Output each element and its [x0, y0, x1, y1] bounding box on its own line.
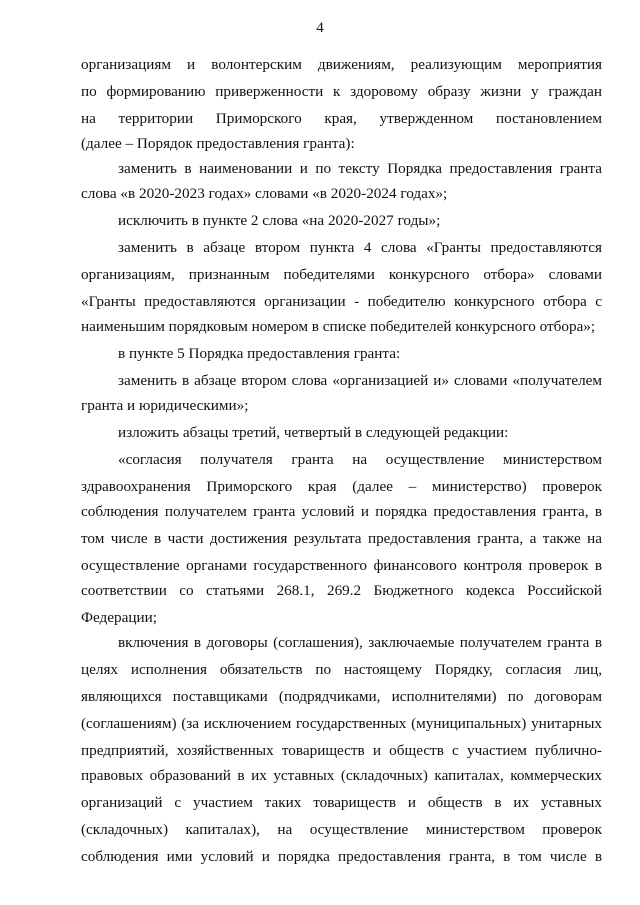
text-line: заменить в наименовании и по тексту Порядка предоставления гранта: [118, 160, 602, 177]
text-line: «Гранты предоставляются организации - победителю конкурсного отбора с: [81, 293, 602, 310]
text-line: предприятий, хозяйственных товариществ и обществ с участием публично-: [81, 742, 602, 759]
text-line: исключить в пункте 2 слова «на 2020-2027 годы»;: [118, 212, 441, 229]
text-line: заменить в абзаце втором слова «организацией и» словами «получателем: [118, 372, 602, 389]
text-line: являющихся поставщиками (подрядчиками, исполнителями) по договорам: [81, 688, 602, 705]
text-line: здравоохранения Приморского края (далее – министерство) проверок: [81, 478, 602, 495]
text-line: (соглашениям) (за исключением государственных (муниципальных) унитарных: [81, 715, 602, 732]
text-line: целях исполнения обязательств по настоящему Порядку, согласия лиц,: [81, 661, 602, 678]
text-line: в пункте 5 Порядка предоставления гранта:: [118, 345, 401, 362]
text-line: том числе в части достижения результата предоставления гранта, а также на: [81, 530, 602, 547]
text-line: заменить в абзаце втором пункта 4 слова «Гранты предоставляются: [118, 239, 602, 256]
text-line: организаций с участием таких товариществ и обществ в их уставных: [81, 794, 602, 811]
text-line: (складочных) капиталах), на осуществление министерством проверок: [81, 821, 602, 838]
page-number: 4: [316, 20, 324, 36]
text-line: слова «в 2020-2023 годах» словами «в 2020-2024 годах»;: [81, 185, 448, 202]
text-line: гранта и юридическими»;: [81, 397, 249, 414]
text-line: изложить абзацы третий, четвертый в следующей редакции:: [118, 424, 509, 441]
text-line: (далее – Порядок предоставления гранта):: [81, 135, 355, 152]
text-line: на территории Приморского края, утвержденном постановлением: [81, 110, 602, 127]
text-line: наименьшим порядковым номером в списке победителей конкурсного отбора»;: [81, 318, 596, 335]
text-line: соответствии со статьями 268.1, 269.2 Бюджетного кодекса Российской: [81, 582, 602, 599]
text-line: правовых образований в их уставных (складочных) капиталах, коммерческих: [81, 767, 602, 784]
text-line: «согласия получателя гранта на осуществление министерством: [118, 451, 602, 468]
text-line: организациям и волонтерским движениям, реализующим мероприятия: [81, 56, 602, 73]
text-line: соблюдения получателем гранта условий и порядка предоставления гранта, в: [81, 503, 602, 520]
text-line: включения в договоры (соглашения), заключаемые получателем гранта в: [118, 634, 602, 651]
text-line: соблюдения ими условий и порядка предоставления гранта, в том числе в: [81, 848, 602, 865]
text-line: Федерации;: [81, 609, 157, 626]
text-line: по формированию приверженности к здоровому образу жизни у граждан: [81, 83, 602, 100]
text-line: осуществление органами государственного финансового контроля проверок в: [81, 557, 602, 574]
text-line: организациям, признанным победителями конкурсного отбора» словами: [81, 266, 602, 283]
